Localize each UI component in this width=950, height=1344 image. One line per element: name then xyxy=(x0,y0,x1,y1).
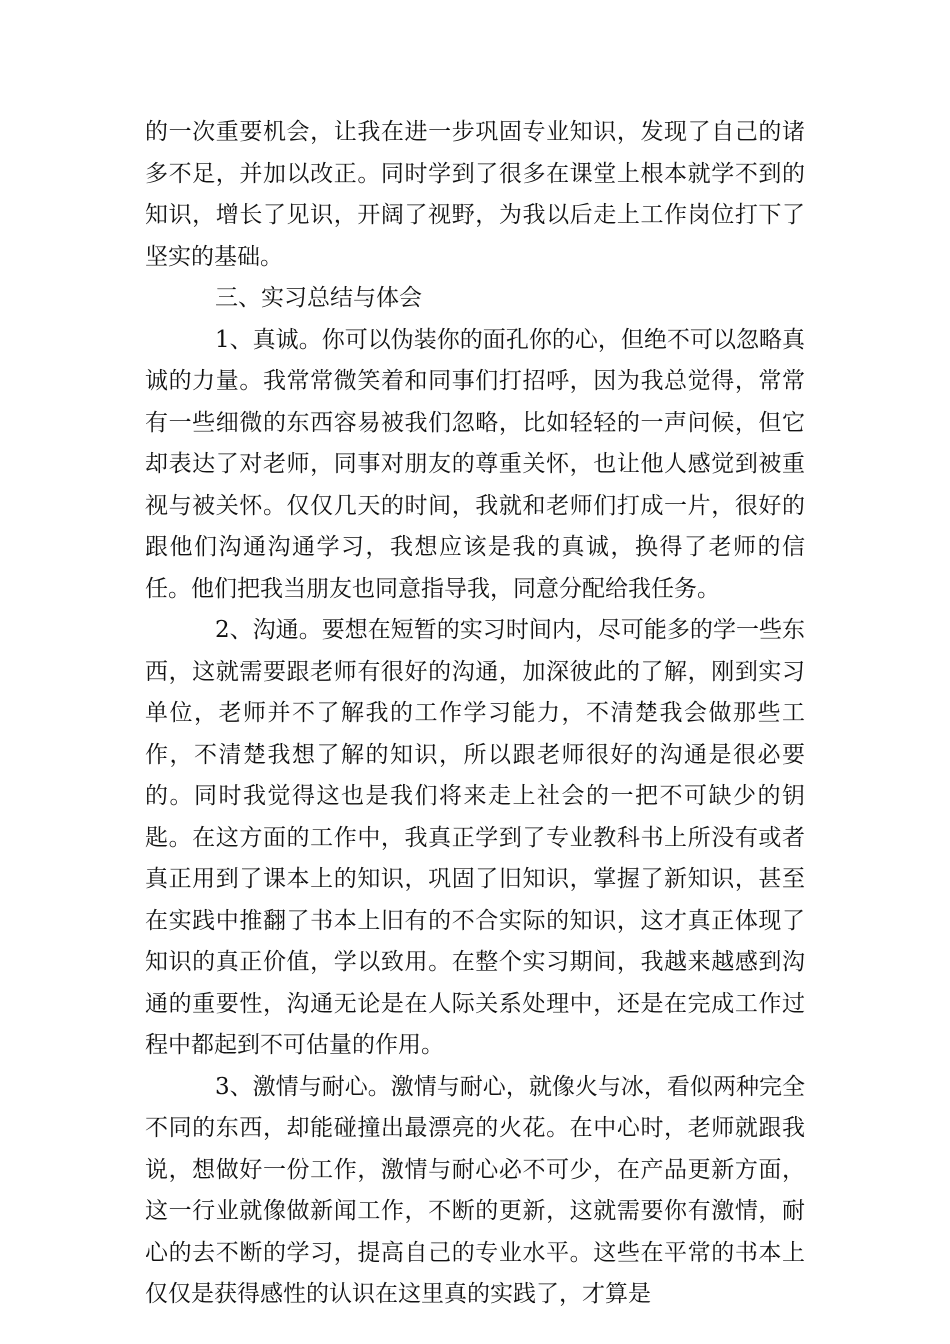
paragraph-sincerity: 1、真诚。你可以伪装你的面孔你的心，但绝不可以忽略真诚的力量。我常常微笑着和同事们打招呼，因为我总觉得，常常有一些细微的东西容易被我们忽略，比如轻轻的一声问候，但它却表达了对老师，同事对朋友的尊重关怀，也让他人感觉到被重视与被关怀。仅仅几天的时间，我就和老师们打成一片，很好的跟他们沟通沟通学习，我想应该是我的真诚，换得了老师的信任。他们把我当朋友也同意指导我，同意分配给我任务。 xyxy=(145,326,805,602)
section-heading: 三、实习总结与体会 xyxy=(215,285,422,311)
paragraph-communication: 2、沟通。要想在短暂的实习时间内，尽可能多的学一些东西，这就需要跟老师有很好的沟通，加深彼此的了解，刚到实习单位，老师并不了解我的工作学习能力，不清楚我会做那些工作，不清楚我想了解的知识，所以跟老师很好的沟通是很必要的。同时我觉得这也是我们将来走上社会的一把不可缺少的钥匙。在这方面的工作中，我真正学到了专业教科书上所没有或者真正用到了课本上的知识，巩固了旧知识，掌握了新知识，甚至在实践中推翻了书本上旧有的不合实际的知识，这才真正体现了知识的真正价值，学以致用。在整个实习期间，我越来越感到沟通的重要性，沟通无论是在人际关系处理中，还是在完成工作过程中都起到不可估量的作用。 xyxy=(145,617,805,1058)
paragraph-passion-patience: 3、激情与耐心。激情与耐心，就像火与冰，看似两种完全不同的东西，却能碰撞出最漂亮的火花。在中心时，老师就跟我说，想做好一份工作，激情与耐心必不可少，在产品更新方面，这一行业就像做新闻工作，不断的更新，这就需要你有激情，耐心的去不断的学习，提高自己的专业水平。这些在平常的书本上仅仅是获得感性的认识在这里真的实践了，才算是 xyxy=(145,1073,805,1307)
document-body xyxy=(145,112,805,1316)
paragraph-continuation: 的一次重要机会，让我在进一步巩固专业知识，发现了自己的诸多不足，并加以改正。同时学到了很多在课堂上根本就学不到的知识，增长了见识，开阔了视野，为我以后走上工作岗位打下了坚实的基础。 xyxy=(145,119,805,270)
